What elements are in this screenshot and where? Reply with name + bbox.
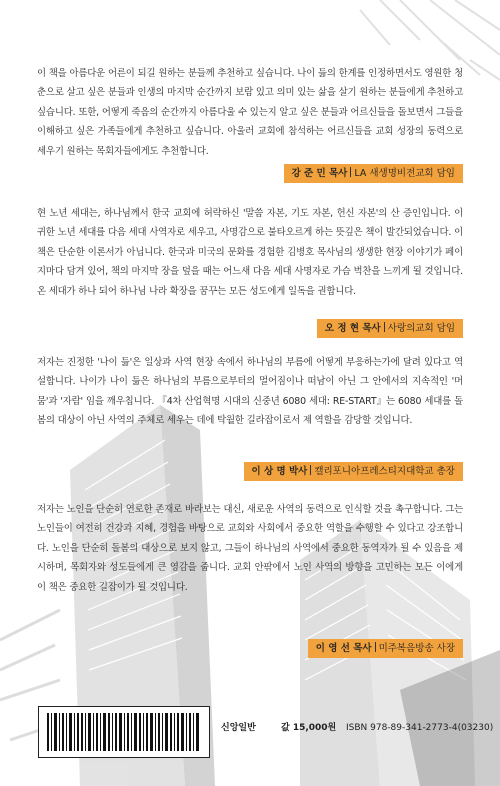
reviewer-name-4: 이 영 선 목사 — [315, 643, 372, 654]
reviewer-name-1: 강 준 민 목사 — [291, 168, 348, 179]
barcode-icon — [38, 706, 210, 758]
price-label: 값 15,000원 — [281, 723, 337, 733]
category-label: 신앙일반 — [221, 723, 256, 733]
divider — [310, 465, 311, 475]
review-text-1: 이 책을 아름다운 어른이 되길 원하는 분들께 추천하고 싶습니다. 나이 듦의 한계를 인정하면서도 영원한 청춘으로 살고 싶은 분들과 인생의 마지막 순간까지 보람 있고 의미 있는 삶을 살기 원하는 분들에게 추천하고 싶습니다. 또한, 어떻게 죽음의 순간까지 아름다울 수 있는지 알고 싶은 분들과 어르신들을 돌보면서 그들을 이해하고 싶은 가족들에게 추천하고 싶습니다. 아울러 교회에 참석하는 어르신들을 교회 성장의 동력으로 세우기 원하는 목회자들에게도 추천합니다. — [37, 68, 463, 157]
reviewer-affiliation-3: 캘리포니아프레스티지대학교 총장 — [314, 466, 455, 477]
divider — [384, 322, 385, 332]
reviewer-affiliation-2: 사랑의교회 담임 — [387, 323, 455, 334]
divider — [375, 642, 376, 652]
price-info — [221, 721, 494, 735]
reviewer-affiliation-4: 미주복음방송 사장 — [378, 643, 455, 654]
review-text-2: 현 노년 세대는, 하나님께서 한국 교회에 허락하신 '말씀 자본, 기도 자본, 헌신 자본'의 산 증인입니다. 이 귀한 노년 세대를 다음 세대 사역자로 세우고, 사명감으로 불타오르게 하는 뜻깊은 책이 발간되었습니다. 이 책은 단순한 이론서가 아닙니다. 한국과 미국의 문화를 경험한 김병호 목사님의 생생한 현장 이야기가 페이지마다 담겨 있어, 책의 마지막 장을 덮을 때는 어느새 다음 세대 사명자로 가슴 벅찬을 느끼게 될 것입니다. 온 세대가 하나 되어 하나님 나라 확장을 꿈꾸는 모든 성도에게 일독을 권합니다. — [37, 208, 463, 297]
reviewer-name-2: 오 정 현 목사 — [324, 323, 381, 334]
reviewer-badge-1 — [284, 164, 463, 183]
review-text-3: 저자는 진정한 '나이 듦'은 일상과 사역 현장 속에서 하나님의 부름에 어떻게 부응하는가에 달려 있다고 역설합니다. 나이가 나이 듦은 하나님의 부름으로부터의 멀어짐이나 떠남이 아닌 그 안에서의 지속적인 '머뭄'과 '자람' 임을 깨우칩니다. 『4차 산업혁명 시대의 신중년 6080 세대: RE-START』는 6080 세대를 돌봄의 대상이 아닌 사역의 주체로 세우는 데에 탁월한 길라잡이로서 제 역할을 감당할 것입니다. — [37, 357, 463, 427]
divider — [350, 167, 351, 177]
reviewer-badge-3 — [244, 462, 464, 481]
isbn-label: ISBN 978-89-341-2773-4(03230) — [346, 723, 494, 733]
reviewer-badge-2 — [317, 319, 463, 338]
reviewer-name-3: 이 상 명 박사 — [251, 466, 308, 477]
reviewer-affiliation-1: LA 새생명비전교회 담임 — [354, 168, 455, 179]
reviewer-badge-4 — [308, 639, 463, 658]
review-text-4: 저자는 노인을 단순히 연로한 존재로 바라보는 대신, 새로운 사역의 동력으로 인식할 것을 촉구합니다. 그는 노인들이 여전히 건강과 지혜, 경험을 바탕으로 교회와 사회에서 중요한 역할을 수행할 수 있다고 강조합니다. 노인을 단순히 돌봄의 대상으로 보지 않고, 그들이 하나님의 사역에서 중요한 동역자가 될 수 있음을 제시하며, 목회자와 성도들에게 큰 영감을 줍니다. 교회 안팎에서 노인 사역의 방향을 고민하는 모든 이에게 이 책은 중요한 길잡이가 될 것입니다. — [37, 504, 463, 593]
